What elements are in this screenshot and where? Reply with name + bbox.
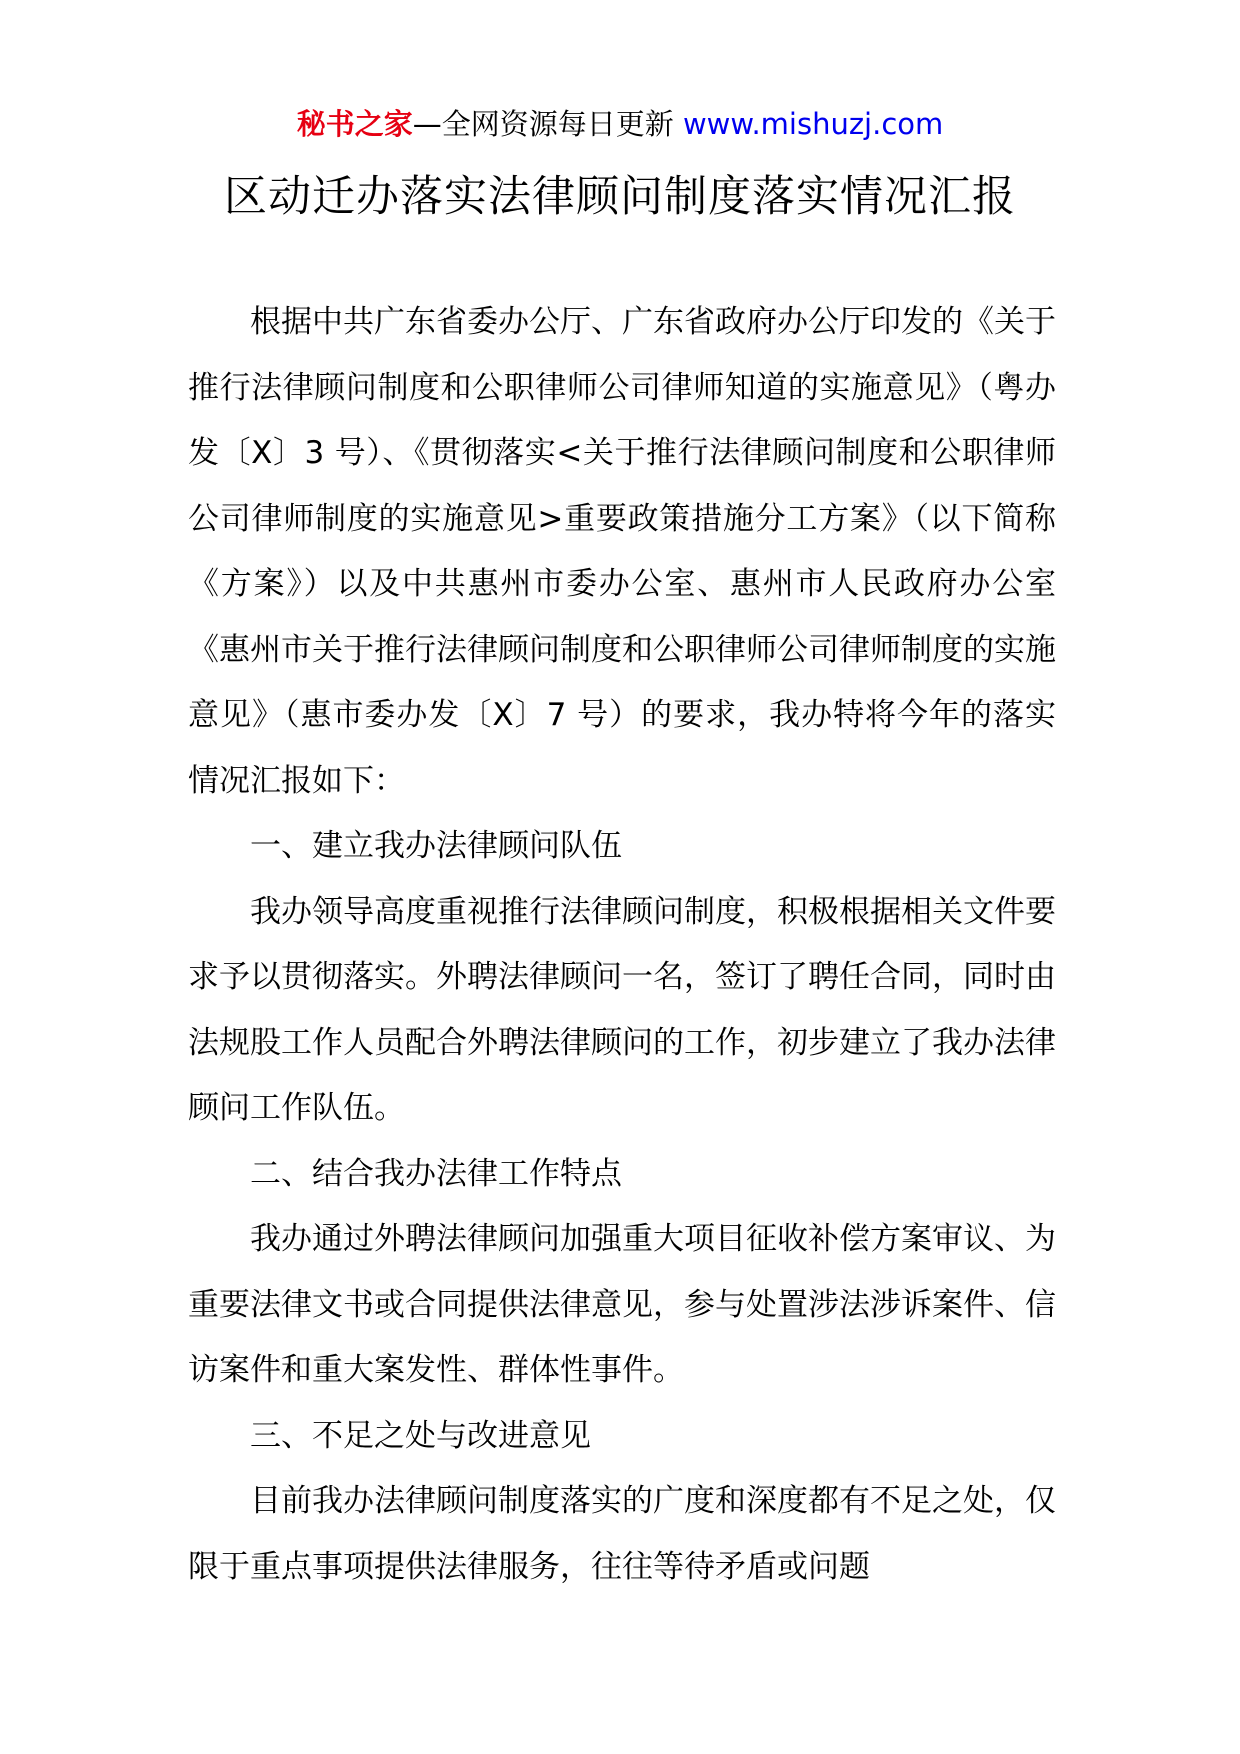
site-brand: 秘书之家 [296,107,413,141]
section-text-2: 我办通过外聘法律顾问加强重大项目征收补偿方案审议、为重要法律文书或合同提供法律意见，参与处置涉法涉诉案件、信访案件和重大案发性、群体性事件。 [188,1221,1056,1388]
site-url-link[interactable]: www.mishuzj.com [682,107,944,141]
section-heading-2: 二、结合我办法律工作特点 [250,1155,622,1192]
section-heading-3: 三、不足之处与改进意见 [250,1417,591,1454]
intro-paragraph: 根据中共广东省委办公厅、广东省政府办公厅印发的《关于推行法律顾问制度和公职律师公司律师知道的实施意见》（粤办发〔X〕3 号）、《贯彻落实<关于推行法律顾问制度和公职律师公司律师制度的实施意见>重要政策措施分工方案》（以下简称《方案》）以及中共惠州市委办公室、惠州市人民政府办公室《惠州市关于推行法律顾问制度和公职律师公司律师制度的实施意见》（惠市委办发〔X〕7 号）的要求，我办特将今年的落实情况汇报如下： [188,304,1056,799]
document-title: 区动迁办落实法律顾问制度落实情况汇报 [224,172,1016,222]
section-heading-1: 一、建立我办法律顾问队伍 [250,828,622,864]
site-slogan: —全网资源每日更新 [412,107,683,141]
site-header [0,104,1240,144]
document-body [188,290,1056,1600]
section-text-3: 目前我办法律顾问制度落实的广度和深度都有不足之处，仅限于重点事项提供法律服务，往往等待矛盾或问题 [188,1483,1056,1585]
section-text-1: 我办领导高度重视推行法律顾问制度，积极根据相关文件要求予以贯彻落实。外聘法律顾问一名，签订了聘任合同，同时由法规股工作人员配合外聘法律顾问的工作，初步建立了我办法律顾问工作队伍。 [188,893,1056,1126]
